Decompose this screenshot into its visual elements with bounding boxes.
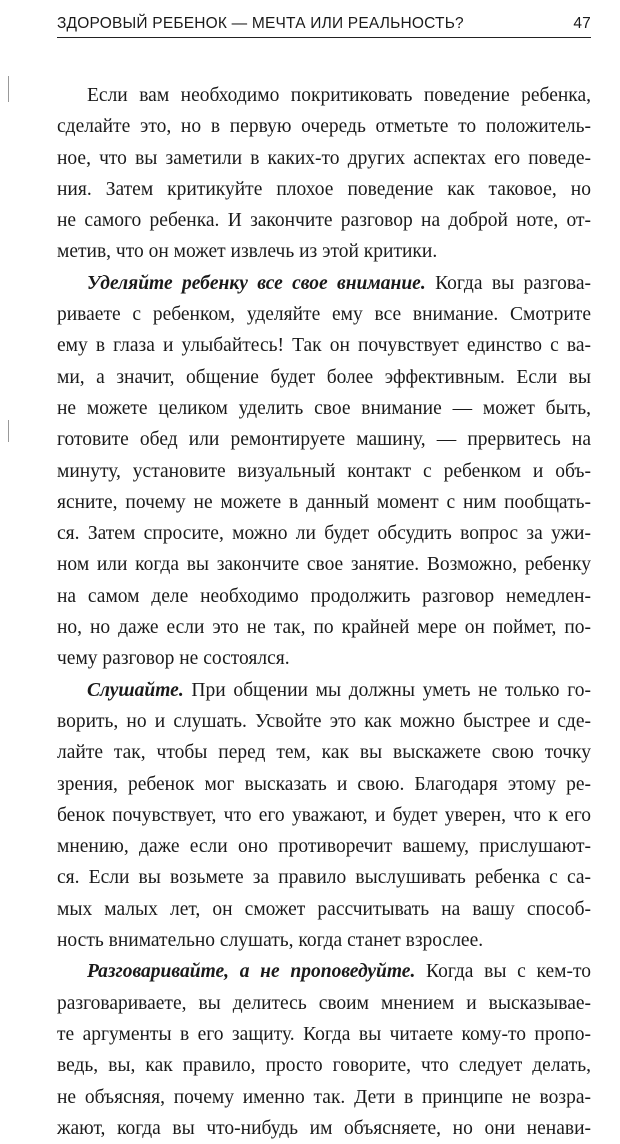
text-line: бенок почувствует, что его уважают, и будет уверен, что к его — [57, 804, 591, 826]
text-line: ясните, почему не можете в данный момент с ним пообщать- — [57, 491, 591, 513]
text-line: чему разговор не состоялся. — [57, 648, 290, 670]
text-line: ное, что вы заметили в каких-то других аспектах его поведе- — [57, 147, 591, 169]
text-line: те аргументы в его защиту. Когда вы читаете кому-то пропо- — [57, 1023, 591, 1045]
text-line: не объясняя, почему именно так. Дети в принципе не возра- — [57, 1086, 591, 1108]
text-line: но, но даже если это не так, по крайней мере он поймет, по- — [57, 617, 591, 639]
text-line: ворить, но и слушать. Усвойте это как можно быстрее и сде- — [57, 710, 591, 732]
text-line: минуту, установите визуальный контакт с ребенком и объ- — [57, 460, 591, 482]
page-number: 47 — [573, 15, 591, 32]
running-header — [57, 10, 591, 38]
text-line: Слушайте. При общении мы должны уметь не только го- — [87, 679, 591, 701]
text-line: ведь, вы, как правило, просто говорите, что следует делать, — [57, 1055, 591, 1077]
text-line: готовите обед или ремонтируете машину, — прервитесь на — [57, 429, 591, 451]
text-line: жают, когда вы что-нибудь им объясняете, но они ненави- — [57, 1117, 591, 1139]
scan-margin-mark — [8, 76, 9, 102]
text-line: ном или когда вы закончите свое занятие. Возможно, ребенку — [57, 554, 591, 576]
text-line: разговариваете, вы делитесь своим мнением и высказывае- — [57, 992, 591, 1014]
text-line: не можете целиком уделить свое внимание — может быть, — [57, 397, 591, 419]
text-line: Если вам необходимо покритиковать поведение ребенка, — [87, 85, 591, 106]
text-line: Уделяйте ребенку все свое внимание. Когда вы разгова- — [87, 272, 591, 294]
scan-margin-mark — [8, 420, 9, 442]
text-line: ния. Затем критикуйте плохое поведение как таковое, но — [57, 178, 591, 200]
text-line: риваете с ребенком, уделяйте ему все внимание. Смотрите — [57, 304, 591, 326]
paragraph-lead: Разговаривайте, а не проповедуйте. — [87, 961, 416, 983]
text-line: ся. Если вы возьмете за правило выслушивать ребенка с са- — [57, 867, 591, 889]
text-line: не самого ребенка. И закончите разговор на доброй ноте, от- — [57, 210, 591, 232]
body-text — [57, 80, 591, 1144]
text-line: ми, а значит, общение будет более эффективным. Если вы — [57, 366, 591, 388]
text-line: зрения, ребенок мог высказать и свою. Благодаря этому ре- — [57, 773, 591, 795]
text-line: метив, что он может извлечь из этой критики. — [57, 241, 438, 263]
paragraph-lead: Уделяйте ребенку все свое внимание. — [87, 272, 426, 294]
text-line: мнению, даже если оно противоречит вашему, прислушают- — [57, 836, 591, 858]
text-line: на самом деле необходимо продолжить разговор немедлен- — [57, 585, 591, 607]
text-line: мых малых лет, он сможет рассчитывать на вашу способ- — [57, 898, 591, 920]
text-line: ность внимательно слушать, когда станет взрослее. — [57, 930, 484, 952]
text-line: ему в глаза и улыбайтесь! Так он почувствует единство с ва- — [57, 335, 591, 357]
text-line: Разговаривайте, а не проповедуйте. Когда вы с кем-то — [87, 961, 592, 983]
paragraph-lead: Слушайте. — [87, 679, 184, 701]
text-line: сделайте это, но в первую очередь отметьте то положитель- — [57, 116, 591, 138]
text-line: лайте так, чтобы перед тем, как вы выскажете свою точку — [57, 742, 591, 764]
text-line: ся. Затем спросите, можно ли будет обсудить вопрос за ужи- — [57, 523, 591, 545]
running-title: ЗДОРОВЫЙ РЕБЕНОК — МЕЧТА ИЛИ РЕАЛЬНОСТЬ? — [57, 15, 464, 32]
